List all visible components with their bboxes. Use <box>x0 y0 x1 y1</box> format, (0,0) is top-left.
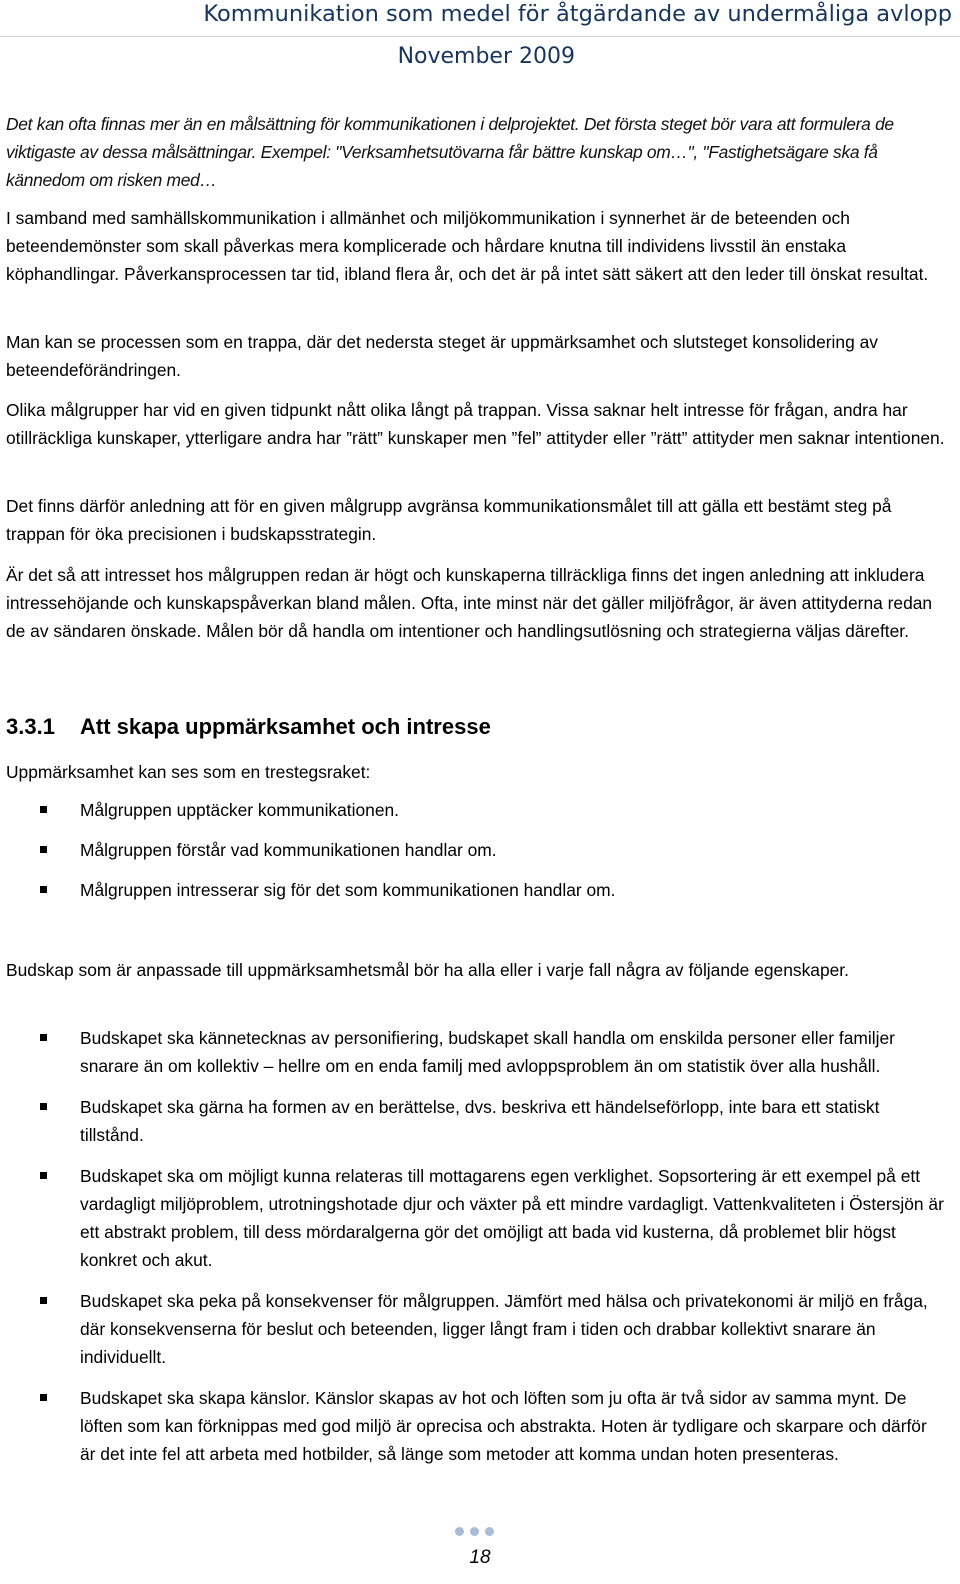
paragraph-target-groups: Olika målgrupper har vid en given tidpunkt nått olika långt på trappan. Vissa saknar helt intresse för frågan, andra har otillräckliga kunskaper, ytterligare andra har ”rätt” kunskaper men ”fel” attityder eller ”rätt” attityder men saknar intentionen. <box>6 400 945 448</box>
page-number: 18 <box>469 1547 491 1568</box>
paragraph-behaviour: I samband med samhällskommunikation i allmänhet och miljökommunikation i synnerhet är de beteenden och beteendemönster som skall påverkas mera komplicerade och hårdare knutna till individens livsstil än enstaka köphandlingar. Påverkansprocessen tar tid, ibland flera år, och det är på intet sätt säkert att den leder till önskat resultat. <box>6 208 929 284</box>
message-intro: Budskap som är anpassade till uppmärksamhetsmål bör ha alla eller i varje fall några av följande egenskaper. <box>6 960 849 980</box>
running-header-title: Kommunikation som medel för åtgärdande av undermåliga avlopp <box>203 1 952 27</box>
bullet-square-icon <box>40 1034 47 1041</box>
bullet-square-icon <box>40 1172 47 1179</box>
list-item: Budskapet ska gärna ha formen av en berättelse, dvs. beskriva ett händelseförlopp, inte bara ett statiskt tillstånd. <box>0 1093 960 1149</box>
list-item: Målgruppen intresserar sig för det som kommunikationen handlar om. <box>0 876 960 904</box>
paragraph-objectives: Det kan ofta finnas mer än en målsättning för kommunikationen i delprojektet. Det första steget bör vara att formulera de viktigaste av dessa målsättningar. Exempel: "Verksamhetsutövarna får bättre kunskap om…", "Fastighetsägare ska få kännedom om risken med… <box>6 114 894 190</box>
section-number: 3.3.1 <box>6 714 55 739</box>
bullet-square-icon <box>40 846 47 853</box>
list-item: Målgruppen förstår vad kommunikationen handlar om. <box>0 836 960 864</box>
paragraph-interest-high: Är det så att intresset hos målgruppen redan är högt och kunskaperna tillräckliga finns det ingen anledning att inkludera intressehöjande och kunskapspåverkan bland målen. Ofta, inte minst när det gäller miljöfrågor, är även attityderna redan de av sändaren önskade. Målen bör då handla om intentioner och handlingsutlösning och strategierna väljas därefter. <box>6 565 933 641</box>
three-step-list <box>0 796 960 904</box>
section-heading <box>6 712 906 742</box>
list-item: Budskapet ska om möjligt kunna relateras till mottagarens egen verklighet. Sopsortering är ett exempel på ett vardagligt miljöproblem, utrotningshotade djur och växter på ett mindre vardagligt. Vattenkvaliteten i Östersjön är ett abstrakt problem, till dess mördaralgerna gör det omöjligt att bada vid kusterna, då problemet blir högst konkret och akut. <box>0 1162 960 1274</box>
section-intro: Uppmärksamhet kan ses som en trestegsraket: <box>6 762 371 782</box>
list-item: Budskapet ska peka på konsekvenser för målgruppen. Jämfört med hälsa och privatekonomi är miljö en fråga, där konsekvenserna för beslut och beteenden, ligger långt fram i tiden och drabbar kollektivt snarare än individuellt. <box>0 1287 960 1371</box>
section-title: Att skapa uppmärksamhet och intresse <box>80 714 491 739</box>
footer-dots-icon <box>455 1527 495 1537</box>
paragraph-delimit-goal: Det finns därför anledning att för en given målgrupp avgränsa kommunikationsmålet till att gälla ett bestämt steg på trappan för öka precisionen i budskapsstrategin. <box>6 496 892 544</box>
bullet-square-icon <box>40 1297 47 1304</box>
header-divider <box>0 36 960 37</box>
list-item: Målgruppen upptäcker kommunikationen. <box>0 796 960 824</box>
bullet-square-icon <box>40 806 47 813</box>
list-item: Budskapet ska skapa känslor. Känslor skapas av hot och löften som ju ofta är två sidor av samma mynt. De löften som kan förknippas med god miljö är oprecisa och abstrakta. Hoten är tydligare och skarpare och därför är det inte fel att arbeta med hotbilder, så länge som metoder att komma undan hoten presenteras. <box>0 1384 960 1468</box>
message-properties-list <box>0 1024 960 1468</box>
paragraph-staircase: Man kan se processen som en trappa, där det nedersta steget är uppmärksamhet och slutsteget konsolidering av beteendeförändringen. <box>6 332 878 380</box>
bullet-square-icon <box>40 886 47 893</box>
running-header-date: November 2009 <box>397 44 575 69</box>
list-item: Budskapet ska kännetecknas av personifiering, budskapet skall handla om enskilda personer eller familjer snarare än om kollektiv – hellre om en enda familj med avloppsproblem än om statistik över alla hushåll. <box>0 1024 960 1080</box>
bullet-square-icon <box>40 1103 47 1110</box>
bullet-square-icon <box>40 1394 47 1401</box>
